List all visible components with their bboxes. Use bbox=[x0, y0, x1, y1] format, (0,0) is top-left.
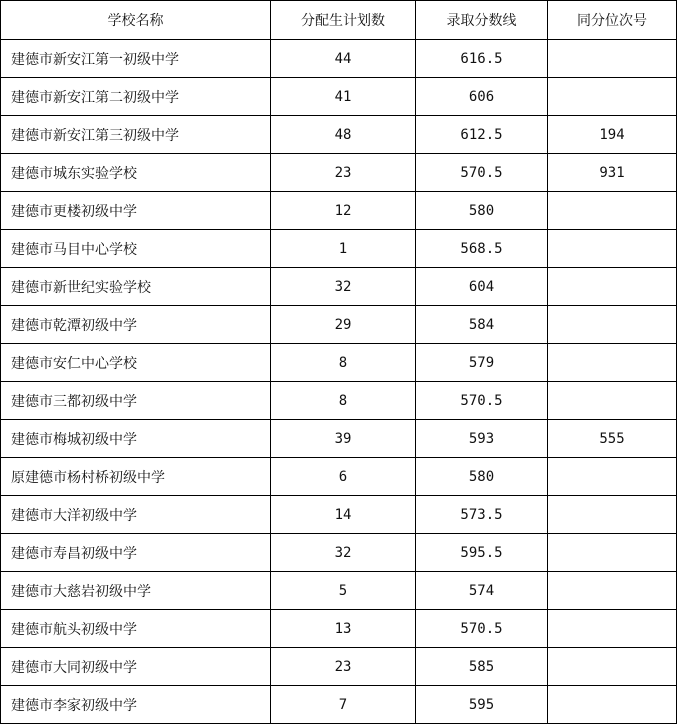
tie-rank-cell bbox=[548, 534, 677, 572]
table-row bbox=[1, 420, 677, 458]
plan-count-cell: 32 bbox=[271, 534, 416, 572]
cutoff-score-cell: 593 bbox=[416, 420, 548, 458]
cutoff-score-cell: 580 bbox=[416, 458, 548, 496]
tie-rank-cell: 555 bbox=[548, 420, 677, 458]
tie-rank-cell bbox=[548, 382, 677, 420]
table-row bbox=[1, 40, 677, 78]
header-row bbox=[1, 1, 677, 40]
tie-rank-cell bbox=[548, 572, 677, 610]
plan-count-cell: 5 bbox=[271, 572, 416, 610]
table-row bbox=[1, 458, 677, 496]
table-row bbox=[1, 572, 677, 610]
table-row bbox=[1, 116, 677, 154]
table-row bbox=[1, 610, 677, 648]
school-name-cell: 建德市梅城初级中学 bbox=[1, 420, 271, 458]
cutoff-score-cell: 570.5 bbox=[416, 382, 548, 420]
cutoff-score-cell: 595.5 bbox=[416, 534, 548, 572]
header-tie-rank: 同分位次号 bbox=[548, 1, 677, 40]
tie-rank-cell bbox=[548, 268, 677, 306]
plan-count-cell: 14 bbox=[271, 496, 416, 534]
school-name-cell: 建德市新安江第二初级中学 bbox=[1, 78, 271, 116]
tie-rank-cell bbox=[548, 40, 677, 78]
table-row bbox=[1, 306, 677, 344]
table-row bbox=[1, 154, 677, 192]
plan-count-cell: 1 bbox=[271, 230, 416, 268]
tie-rank-cell: 931 bbox=[548, 154, 677, 192]
school-name-cell: 建德市更楼初级中学 bbox=[1, 192, 271, 230]
header-school-name: 学校名称 bbox=[1, 1, 271, 40]
school-name-cell: 建德市乾潭初级中学 bbox=[1, 306, 271, 344]
table-row bbox=[1, 534, 677, 572]
cutoff-score-cell: 568.5 bbox=[416, 230, 548, 268]
plan-count-cell: 13 bbox=[271, 610, 416, 648]
cutoff-score-cell: 585 bbox=[416, 648, 548, 686]
plan-count-cell: 29 bbox=[271, 306, 416, 344]
tie-rank-cell bbox=[548, 610, 677, 648]
school-name-cell: 建德市新世纪实验学校 bbox=[1, 268, 271, 306]
school-name-cell: 建德市大慈岩初级中学 bbox=[1, 572, 271, 610]
school-name-cell: 原建德市杨村桥初级中学 bbox=[1, 458, 271, 496]
cutoff-score-cell: 604 bbox=[416, 268, 548, 306]
tie-rank-cell bbox=[548, 192, 677, 230]
plan-count-cell: 12 bbox=[271, 192, 416, 230]
table-row bbox=[1, 382, 677, 420]
cutoff-score-cell: 579 bbox=[416, 344, 548, 382]
plan-count-cell: 6 bbox=[271, 458, 416, 496]
plan-count-cell: 32 bbox=[271, 268, 416, 306]
school-name-cell: 建德市马目中心学校 bbox=[1, 230, 271, 268]
plan-count-cell: 39 bbox=[271, 420, 416, 458]
cutoff-score-cell: 606 bbox=[416, 78, 548, 116]
cutoff-score-cell: 612.5 bbox=[416, 116, 548, 154]
school-name-cell: 建德市新安江第一初级中学 bbox=[1, 40, 271, 78]
school-name-cell: 建德市安仁中心学校 bbox=[1, 344, 271, 382]
tie-rank-cell bbox=[548, 458, 677, 496]
school-name-cell: 建德市三都初级中学 bbox=[1, 382, 271, 420]
cutoff-score-cell: 584 bbox=[416, 306, 548, 344]
cutoff-score-cell: 574 bbox=[416, 572, 548, 610]
table-header bbox=[1, 1, 677, 40]
school-name-cell: 建德市大洋初级中学 bbox=[1, 496, 271, 534]
cutoff-score-cell: 570.5 bbox=[416, 154, 548, 192]
tie-rank-cell: 194 bbox=[548, 116, 677, 154]
table-row bbox=[1, 192, 677, 230]
tie-rank-cell bbox=[548, 78, 677, 116]
tie-rank-cell bbox=[548, 496, 677, 534]
school-name-cell: 建德市新安江第三初级中学 bbox=[1, 116, 271, 154]
plan-count-cell: 23 bbox=[271, 648, 416, 686]
table-row bbox=[1, 496, 677, 534]
table-row bbox=[1, 268, 677, 306]
cutoff-score-cell: 573.5 bbox=[416, 496, 548, 534]
header-plan-count: 分配生计划数 bbox=[271, 1, 416, 40]
tie-rank-cell bbox=[548, 648, 677, 686]
table-body bbox=[1, 40, 677, 724]
header-cutoff-score: 录取分数线 bbox=[416, 1, 548, 40]
plan-count-cell: 41 bbox=[271, 78, 416, 116]
tie-rank-cell bbox=[548, 230, 677, 268]
tie-rank-cell bbox=[548, 344, 677, 382]
table-row bbox=[1, 648, 677, 686]
plan-count-cell: 44 bbox=[271, 40, 416, 78]
cutoff-score-cell: 616.5 bbox=[416, 40, 548, 78]
plan-count-cell: 8 bbox=[271, 344, 416, 382]
school-name-cell: 建德市航头初级中学 bbox=[1, 610, 271, 648]
cutoff-score-cell: 595 bbox=[416, 686, 548, 724]
tie-rank-cell bbox=[548, 686, 677, 724]
plan-count-cell: 23 bbox=[271, 154, 416, 192]
school-name-cell: 建德市城东实验学校 bbox=[1, 154, 271, 192]
school-name-cell: 建德市大同初级中学 bbox=[1, 648, 271, 686]
cutoff-score-cell: 570.5 bbox=[416, 610, 548, 648]
table-row bbox=[1, 78, 677, 116]
table-row bbox=[1, 686, 677, 724]
cutoff-score-cell: 580 bbox=[416, 192, 548, 230]
table-row bbox=[1, 344, 677, 382]
table-row bbox=[1, 230, 677, 268]
school-name-cell: 建德市寿昌初级中学 bbox=[1, 534, 271, 572]
plan-count-cell: 7 bbox=[271, 686, 416, 724]
plan-count-cell: 48 bbox=[271, 116, 416, 154]
tie-rank-cell bbox=[548, 306, 677, 344]
plan-count-cell: 8 bbox=[271, 382, 416, 420]
school-name-cell: 建德市李家初级中学 bbox=[1, 686, 271, 724]
